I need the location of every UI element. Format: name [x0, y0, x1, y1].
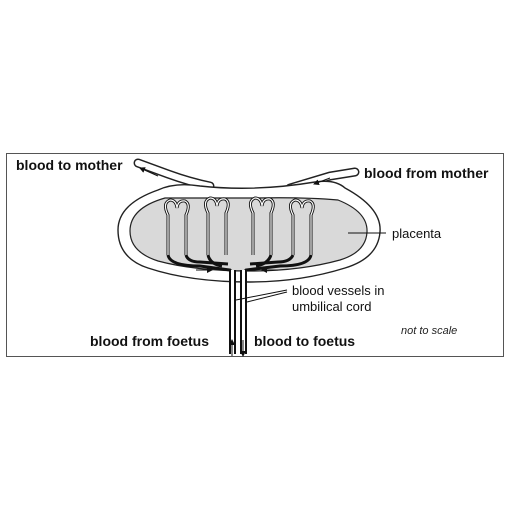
label-blood-to-mother: blood to mother	[16, 157, 123, 173]
label-blood-from-mother: blood from mother	[364, 165, 489, 181]
label-vessels-line2: umbilical cord	[292, 299, 372, 314]
label-blood-to-foetus: blood to foetus	[254, 333, 356, 349]
label-blood-from-foetus: blood from foetus	[90, 333, 209, 349]
maternal-vessel-out-lumen	[138, 163, 210, 186]
label-not-to-scale: not to scale	[401, 325, 458, 337]
label-placenta: placenta	[392, 226, 442, 241]
label-vessels-line1: blood vessels in	[292, 283, 385, 298]
